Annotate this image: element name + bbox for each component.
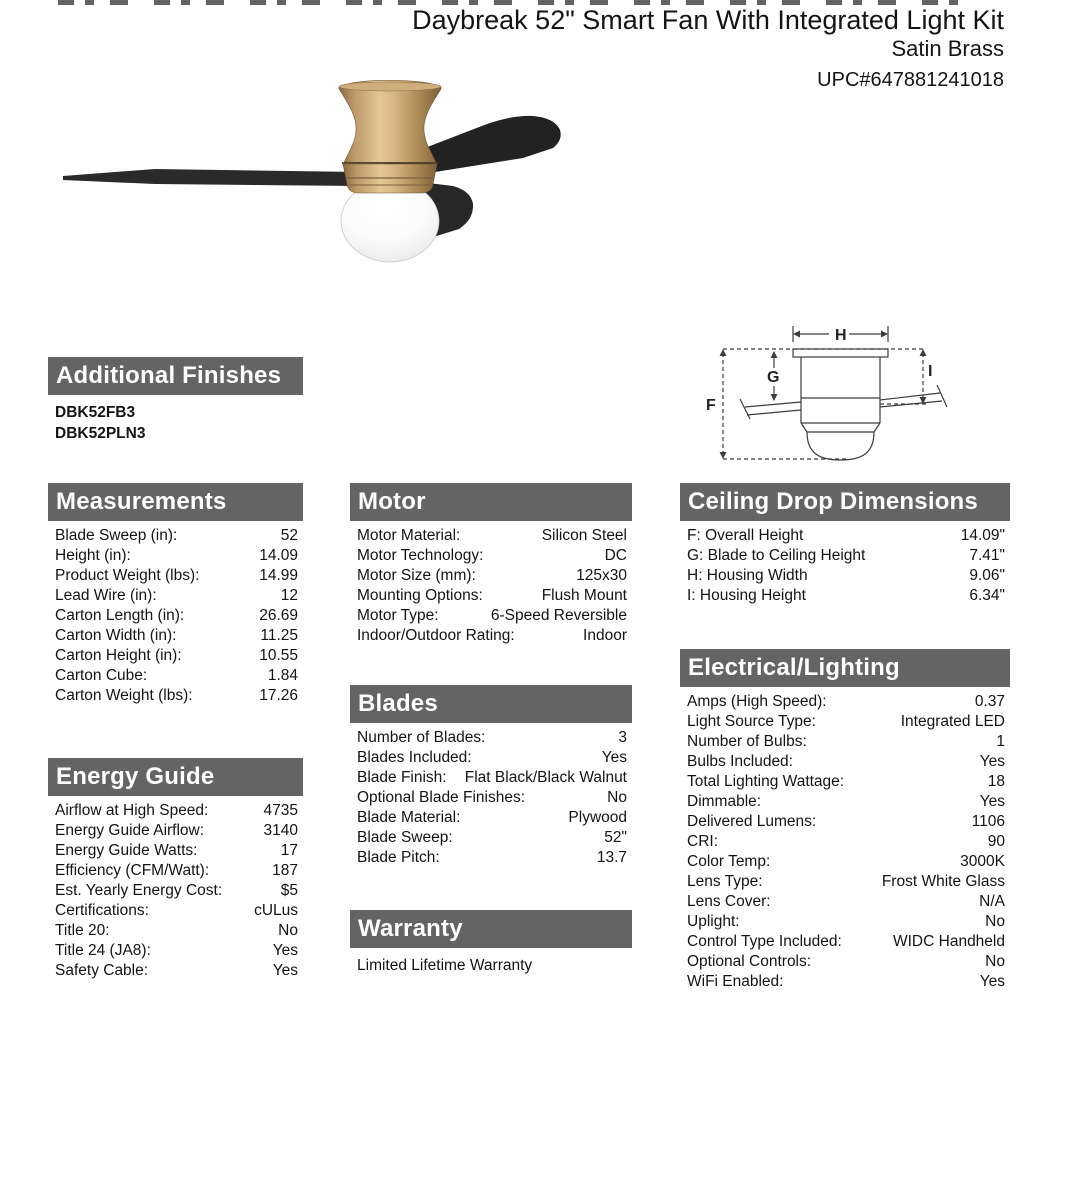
product-upc: UPC#647881241018 bbox=[817, 69, 1004, 91]
spec-row bbox=[680, 892, 1010, 912]
spec-value: 14.99 bbox=[259, 567, 298, 584]
spec-value: 14.09 bbox=[259, 547, 298, 564]
spec-row bbox=[350, 828, 632, 848]
spec-value: 6-Speed Reversible bbox=[490, 607, 627, 624]
spec-label: Energy Guide Airflow: bbox=[55, 822, 205, 839]
spec-value: Silicon Steel bbox=[541, 527, 627, 544]
spec-label: G: Blade to Ceiling Height bbox=[687, 547, 866, 564]
blades-rows bbox=[350, 728, 632, 868]
spec-value: No bbox=[278, 922, 298, 939]
spec-label: Number of Bulbs: bbox=[687, 733, 807, 750]
spec-value: Frost White Glass bbox=[881, 873, 1005, 890]
spec-value: Yes bbox=[979, 753, 1005, 770]
spec-label: Blades Included: bbox=[357, 749, 472, 766]
spec-label: Motor Type: bbox=[357, 607, 439, 624]
diagram-dome bbox=[807, 432, 874, 460]
spec-value: Flat Black/Black Walnut bbox=[464, 769, 627, 786]
spec-value: 12 bbox=[280, 587, 298, 604]
spec-value: WIDC Handheld bbox=[893, 933, 1005, 950]
spec-label: Color Temp: bbox=[687, 853, 771, 870]
spec-value: Yes bbox=[979, 793, 1005, 810]
spec-label: Dimmable: bbox=[687, 793, 762, 810]
electrical-rows bbox=[680, 692, 1010, 992]
spec-row bbox=[350, 546, 632, 566]
spec-row bbox=[680, 792, 1010, 812]
spec-row bbox=[48, 861, 303, 881]
spec-value: Yes bbox=[272, 962, 298, 979]
product-finish: Satin Brass bbox=[891, 36, 1004, 61]
spec-value: 17.26 bbox=[259, 687, 298, 704]
spec-value: Plywood bbox=[568, 809, 627, 826]
spec-label: Lead Wire (in): bbox=[55, 587, 157, 604]
spec-label: Title 20: bbox=[55, 922, 110, 939]
blades-section bbox=[350, 685, 632, 868]
spec-label: Blade Finish: bbox=[357, 769, 447, 786]
spec-row bbox=[680, 752, 1010, 772]
spec-row bbox=[350, 848, 632, 868]
ceiling-drop-rows bbox=[680, 526, 1010, 606]
finish-model-number: DBK52PLN3 bbox=[55, 425, 146, 442]
spec-row bbox=[350, 808, 632, 828]
spec-value: 3 bbox=[618, 729, 627, 746]
spec-label: Delivered Lumens: bbox=[687, 813, 817, 830]
spec-value: N/A bbox=[979, 893, 1005, 910]
additional-finishes-header: Additional Finishes bbox=[48, 357, 303, 395]
spec-row bbox=[48, 841, 303, 861]
warranty-section bbox=[350, 910, 632, 976]
spec-label: Est. Yearly Energy Cost: bbox=[55, 882, 223, 899]
spec-label: Motor Size (mm): bbox=[357, 567, 476, 584]
spec-row bbox=[350, 606, 632, 626]
diagram-flange bbox=[793, 349, 888, 357]
spec-value: 187 bbox=[272, 862, 298, 879]
spec-row bbox=[680, 972, 1010, 992]
spec-row bbox=[680, 566, 1010, 586]
spec-value: No bbox=[985, 913, 1005, 930]
spec-value: 1106 bbox=[971, 813, 1005, 830]
spec-row bbox=[680, 912, 1010, 932]
spec-label: Efficiency (CFM/Watt): bbox=[55, 862, 210, 879]
spec-row bbox=[48, 686, 303, 706]
spec-value: 18 bbox=[987, 773, 1005, 790]
spec-row bbox=[350, 748, 632, 768]
spec-label: Optional Controls: bbox=[687, 953, 812, 970]
spec-label: Blade Sweep (in): bbox=[55, 527, 178, 544]
spec-label: Carton Length (in): bbox=[55, 607, 185, 624]
spec-label: Product Weight (lbs): bbox=[55, 567, 200, 584]
spec-value: No bbox=[607, 789, 627, 806]
spec-label: Lens Cover: bbox=[687, 893, 771, 910]
spec-row bbox=[350, 788, 632, 808]
energy-guide-header: Energy Guide bbox=[48, 758, 303, 796]
electrical-header: Electrical/Lighting bbox=[680, 649, 1010, 687]
spec-label: Safety Cable: bbox=[55, 962, 149, 979]
spec-value: $5 bbox=[280, 882, 298, 899]
spec-value: 9.06" bbox=[969, 567, 1005, 584]
fan-housing-bell bbox=[339, 80, 441, 163]
spec-row bbox=[350, 626, 632, 646]
spec-label: Carton Height (in): bbox=[55, 647, 182, 664]
ceiling-drop-diagram bbox=[697, 312, 1007, 472]
diagram-label-h: H bbox=[835, 327, 847, 344]
spec-value: Flush Mount bbox=[541, 587, 627, 604]
spec-row bbox=[48, 566, 303, 586]
spec-label: Blade Material: bbox=[357, 809, 461, 826]
electrical-section bbox=[680, 649, 1010, 992]
spec-row bbox=[48, 821, 303, 841]
spec-label: Bulbs Included: bbox=[687, 753, 793, 770]
energy-guide-rows bbox=[48, 801, 303, 981]
fan-housing-rim bbox=[339, 82, 441, 91]
spec-label: Height (in): bbox=[55, 547, 131, 564]
spec-row bbox=[680, 852, 1010, 872]
spec-value: Yes bbox=[979, 973, 1005, 990]
spec-value: Yes bbox=[272, 942, 298, 959]
spec-label: Carton Cube: bbox=[55, 667, 148, 684]
spec-value: 14.09" bbox=[960, 527, 1005, 544]
measurements-rows bbox=[48, 526, 303, 706]
spec-value: No bbox=[985, 953, 1005, 970]
spec-label: F: Overall Height bbox=[687, 527, 804, 544]
diagram-label-g: G bbox=[767, 369, 780, 386]
spec-value: 7.41" bbox=[969, 547, 1005, 564]
spec-value: 125x30 bbox=[576, 567, 627, 584]
motor-section bbox=[350, 483, 632, 646]
blades-header: Blades bbox=[350, 685, 632, 723]
spec-value: 52 bbox=[280, 527, 298, 544]
spec-label: Blade Pitch: bbox=[357, 849, 440, 866]
motor-rows bbox=[350, 526, 632, 646]
spec-value: 4735 bbox=[263, 802, 298, 819]
spec-row bbox=[680, 932, 1010, 952]
spec-label: Certifications: bbox=[55, 902, 149, 919]
finish-model-number: DBK52FB3 bbox=[55, 404, 136, 421]
spec-row bbox=[48, 941, 303, 961]
page-title: Daybreak 52" Smart Fan With Integrated Light Kit bbox=[412, 5, 1004, 35]
spec-row bbox=[48, 961, 303, 981]
spec-label: Carton Weight (lbs): bbox=[55, 687, 193, 704]
spec-label: Energy Guide Watts: bbox=[55, 842, 198, 859]
spec-row bbox=[48, 526, 303, 546]
spec-row bbox=[48, 586, 303, 606]
spec-label: I: Housing Height bbox=[687, 587, 806, 604]
spec-label: Total Lighting Wattage: bbox=[687, 773, 845, 790]
spec-row bbox=[48, 606, 303, 626]
spec-value: 10.55 bbox=[259, 647, 298, 664]
spec-row bbox=[680, 586, 1010, 606]
spec-row bbox=[350, 526, 632, 546]
spec-row bbox=[350, 566, 632, 586]
spec-row bbox=[48, 646, 303, 666]
additional-finishes-list bbox=[48, 402, 303, 444]
spec-label: Carton Width (in): bbox=[55, 627, 177, 644]
spec-row bbox=[680, 732, 1010, 752]
spec-label: Light Source Type: bbox=[687, 713, 816, 730]
spec-row bbox=[48, 901, 303, 921]
spec-value: 90 bbox=[987, 833, 1005, 850]
spec-label: Blade Sweep: bbox=[357, 829, 453, 846]
spec-row bbox=[680, 872, 1010, 892]
spec-label: Title 24 (JA8): bbox=[55, 942, 151, 959]
spec-row bbox=[680, 526, 1010, 546]
spec-row bbox=[680, 832, 1010, 852]
spec-label: Motor Technology: bbox=[357, 547, 484, 564]
spec-row bbox=[350, 586, 632, 606]
spec-row bbox=[680, 546, 1010, 566]
spec-value: 11.25 bbox=[260, 627, 298, 644]
spec-row bbox=[680, 812, 1010, 832]
spec-row bbox=[680, 712, 1010, 732]
spec-row bbox=[680, 692, 1010, 712]
spec-row bbox=[680, 772, 1010, 792]
spec-row bbox=[350, 768, 632, 788]
spec-value: 1 bbox=[996, 733, 1005, 750]
diagram-label-i: I bbox=[928, 363, 933, 380]
warranty-text: Limited Lifetime Warranty bbox=[357, 957, 533, 974]
spec-label: H: Housing Width bbox=[687, 567, 808, 584]
spec-value: 1.84 bbox=[267, 667, 298, 684]
spec-label: Indoor/Outdoor Rating: bbox=[357, 627, 515, 644]
spec-value: 6.34" bbox=[969, 587, 1005, 604]
spec-row bbox=[48, 626, 303, 646]
spec-value: 52" bbox=[604, 829, 627, 846]
energy-guide-section bbox=[48, 758, 303, 981]
spec-row bbox=[680, 952, 1010, 972]
spec-value: cULus bbox=[254, 902, 298, 919]
spec-value: 3000K bbox=[960, 853, 1005, 870]
spec-label: Mounting Options: bbox=[357, 587, 483, 604]
spec-value: Yes bbox=[601, 749, 627, 766]
spec-value: 26.69 bbox=[259, 607, 298, 624]
spec-label: Airflow at High Speed: bbox=[55, 802, 209, 819]
spec-value: 0.37 bbox=[974, 693, 1005, 710]
fan-blade-left bbox=[63, 169, 360, 186]
spec-label: WiFi Enabled: bbox=[687, 973, 784, 990]
ceiling-drop-header: Ceiling Drop Dimensions bbox=[680, 483, 1010, 521]
spec-row bbox=[48, 666, 303, 686]
ceiling-drop-section bbox=[680, 483, 1010, 606]
spec-label: Uplight: bbox=[687, 913, 740, 930]
fan-product-image bbox=[55, 72, 660, 272]
spec-label: Optional Blade Finishes: bbox=[357, 789, 526, 806]
spec-row bbox=[48, 546, 303, 566]
spec-row bbox=[48, 881, 303, 901]
spec-value: DC bbox=[604, 547, 627, 564]
spec-value: Integrated LED bbox=[900, 713, 1005, 730]
spec-row bbox=[350, 728, 632, 748]
measurements-header: Measurements bbox=[48, 483, 303, 521]
spec-row bbox=[48, 921, 303, 941]
spec-value: 17 bbox=[280, 842, 298, 859]
measurements-section bbox=[48, 483, 303, 706]
spec-label: Amps (High Speed): bbox=[687, 693, 827, 710]
spec-row bbox=[48, 801, 303, 821]
diagram-label-f: F bbox=[706, 397, 716, 414]
spec-label: Number of Blades: bbox=[357, 729, 486, 746]
spec-label: Motor Material: bbox=[357, 527, 461, 544]
motor-header: Motor bbox=[350, 483, 632, 521]
spec-value: Indoor bbox=[583, 627, 627, 644]
spec-label: CRI: bbox=[687, 833, 718, 850]
warranty-header: Warranty bbox=[350, 910, 632, 948]
spec-value: 13.7 bbox=[596, 849, 627, 866]
spec-label: Lens Type: bbox=[687, 873, 763, 890]
additional-finishes-section bbox=[48, 357, 303, 444]
spec-value: 3140 bbox=[263, 822, 298, 839]
spec-label: Control Type Included: bbox=[687, 933, 842, 950]
